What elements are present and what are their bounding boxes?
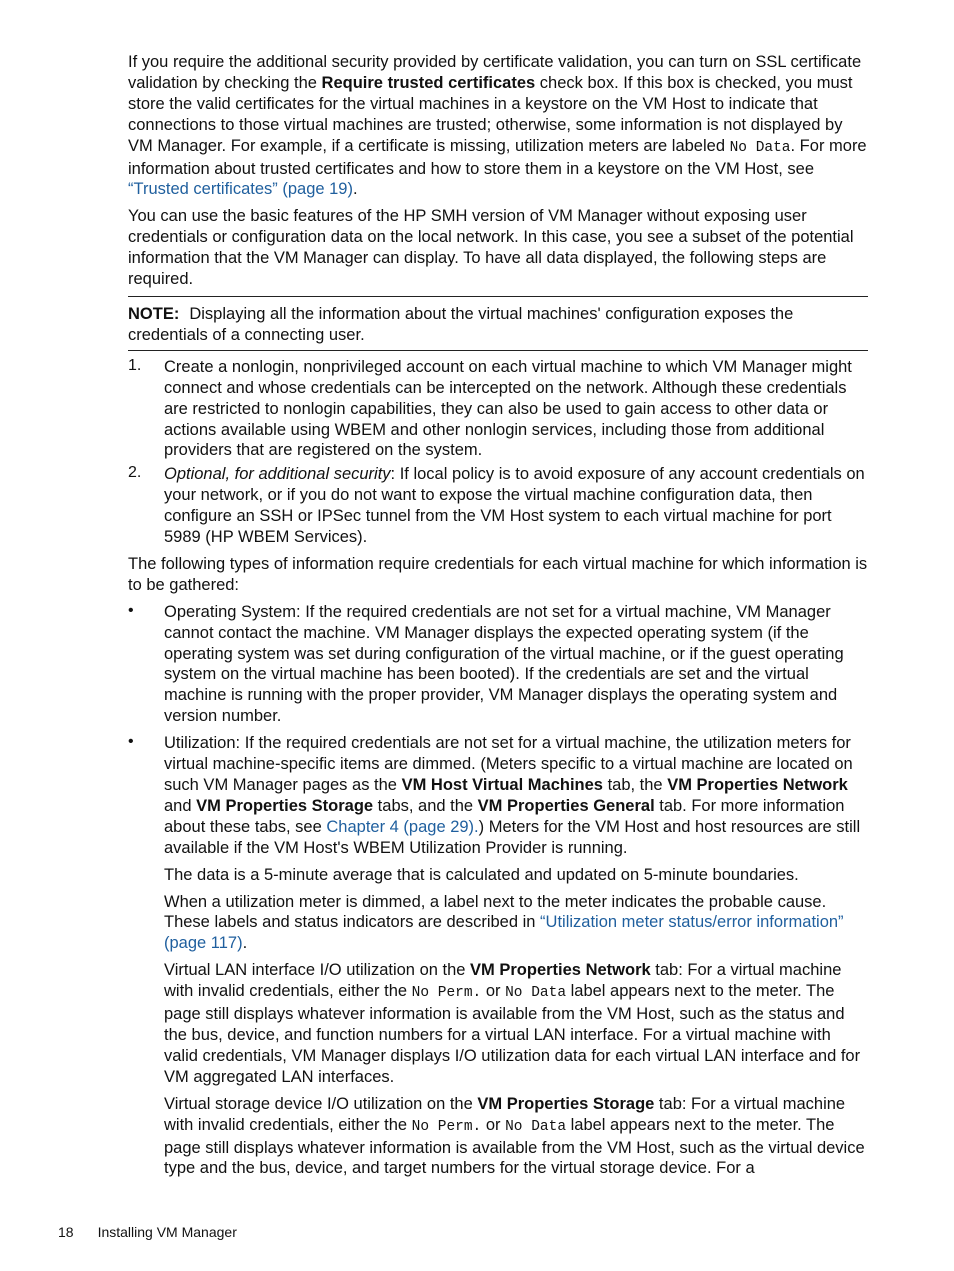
link-utilization-meter-status[interactable]: “Utilization meter status/error information” (page 117) (164, 913, 844, 953)
code-no-perm: No Perm. (411, 985, 482, 1002)
code-no-data: No Data (505, 985, 567, 1002)
bullet-icon: • (128, 733, 134, 751)
step-text: Create a nonlogin, nonprivileged account on each virtual machine to which VM Manager might connect and whose credentials can be intercepted on the network. Although these credentials are restricted to nonlogin capabilities, they can also be used to gain access to other data or actions available using WBEM and other nonlogin services, including those from additional providers that are registered on the system. (164, 357, 852, 460)
document-body (128, 52, 868, 1179)
utilization-paragraph: Utilization: If the required credentials are not set for a virtual machine, the utilization meters for virtual machine-specific items are dimmed. (Meters specific to a virtual machine are located on such VM Manager pages as the VM Host Virtual Machines tab, the VM Properties Network and VM Properties Storage tabs, and the VM Properties General tab. For more information about these tabs, see Chapter 4 (page 29).) Meters for the VM Host and host resources are still available if the VM Host's WBEM Utilization Provider is running. (164, 734, 861, 857)
bullet-utilization (128, 733, 868, 1179)
require-trusted-certificates-label: Require trusted certificates (321, 73, 536, 92)
paragraph-ssl-validation: If you require the additional security provided by certificate validation, you can turn on SSL certificate validation by checking the Require trusted certificates check box. If this box is checked, you must store the valid certificates for the virtual machines in a keystore on the VM Host to indicate that connections to those virtual machines are trusted; otherwise, some information is not displayed by VM Manager. For example, if a certificate is missing, utilization meters are labeled No Data. For more information about trusted certificates and how to store them in a keystore on the VM Host, see “Trusted certificates” (page 19). (128, 53, 867, 199)
step-item-2 (128, 464, 868, 548)
note-box (128, 296, 868, 351)
note-label: NOTE: (128, 304, 180, 323)
code-no-perm: No Perm. (411, 1118, 482, 1135)
page-footer (58, 1223, 237, 1241)
steps-list (128, 357, 868, 548)
step-number: 1. (128, 356, 142, 374)
average-paragraph: The data is a 5-minute average that is calculated and updated on 5-minute boundaries. (164, 865, 799, 884)
bullet-list (128, 602, 868, 1180)
code-no-data: No Data (729, 139, 791, 156)
link-trusted-certificates[interactable]: “Trusted certificates” (page 19) (128, 180, 353, 199)
note-text: Displaying all the information about the virtual machines' configuration exposes the credentials of a connecting user. (128, 304, 794, 344)
step-item-1 (128, 357, 868, 462)
paragraph-basic-features: You can use the basic features of the HP SMH version of VM Manager without exposing user credentials or configuration data on the local network. In this case, you see a subset of the potential information that the VM Manager can display. To have all data displayed, the following steps are required. (128, 207, 854, 289)
footer-title: Installing VM Manager (97, 1224, 237, 1240)
dimmed-paragraph: When a utilization meter is dimmed, a label next to the meter indicates the probable cause. These labels and status indicators are described in “Utilization meter status/error information” (page 117). (164, 892, 844, 953)
code-no-data: No Data (505, 1118, 567, 1135)
step-number: 2. (128, 464, 142, 482)
page-number: 18 (58, 1224, 74, 1240)
link-chapter-4[interactable]: Chapter 4 (page 29). (326, 817, 479, 836)
paragraph-credential-types: The following types of information require credentials for each virtual machine for which information is to be gathered: (128, 554, 868, 594)
bullet-icon: • (128, 601, 134, 619)
step-text: Optional, for additional security: If local policy is to avoid exposure of any account credentials on your network, or if you do not want to expose the virtual machine configuration data, then configure an SSH or IPSec tunnel from the VM Host system to each virtual machine for port 5989 (HP WBEM Services). (164, 465, 865, 547)
bullet-operating-system: • Operating System: If the required credentials are not set for a virtual machine, VM Manager cannot contact the machine. VM Manager displays the expected operating system (if the operating system was set during configuration of the virtual machine, or if the guest operating system on the virtual machine has been booted). If the credentials are set and the virtual machine is running with the proper provider, VM Manager displays the operating system and version number. (128, 601, 844, 726)
lan-paragraph: Virtual LAN interface I/O utilization on the VM Properties Network tab: For a virtual machine with invalid credentials, either the No Perm. or No Data label appears next to the meter. The page still displays whatever information is available from the VM Host, such as the status and the bus, device, and function numbers for a virtual LAN interface. For a virtual machine with valid credentials, VM Manager displays I/O utilization data for each virtual LAN interface and for VM aggregated LAN interfaces. (164, 961, 861, 1086)
storage-paragraph: Virtual storage device I/O utilization on the VM Properties Storage tab: For a virtual machine with invalid credentials, either the No Perm. or No Data label appears next to the meter. The page still displays whatever information is available from the VM Host, such as the virtual device type and the bus, device, and target numbers for the virtual storage device. For a (164, 1094, 865, 1178)
